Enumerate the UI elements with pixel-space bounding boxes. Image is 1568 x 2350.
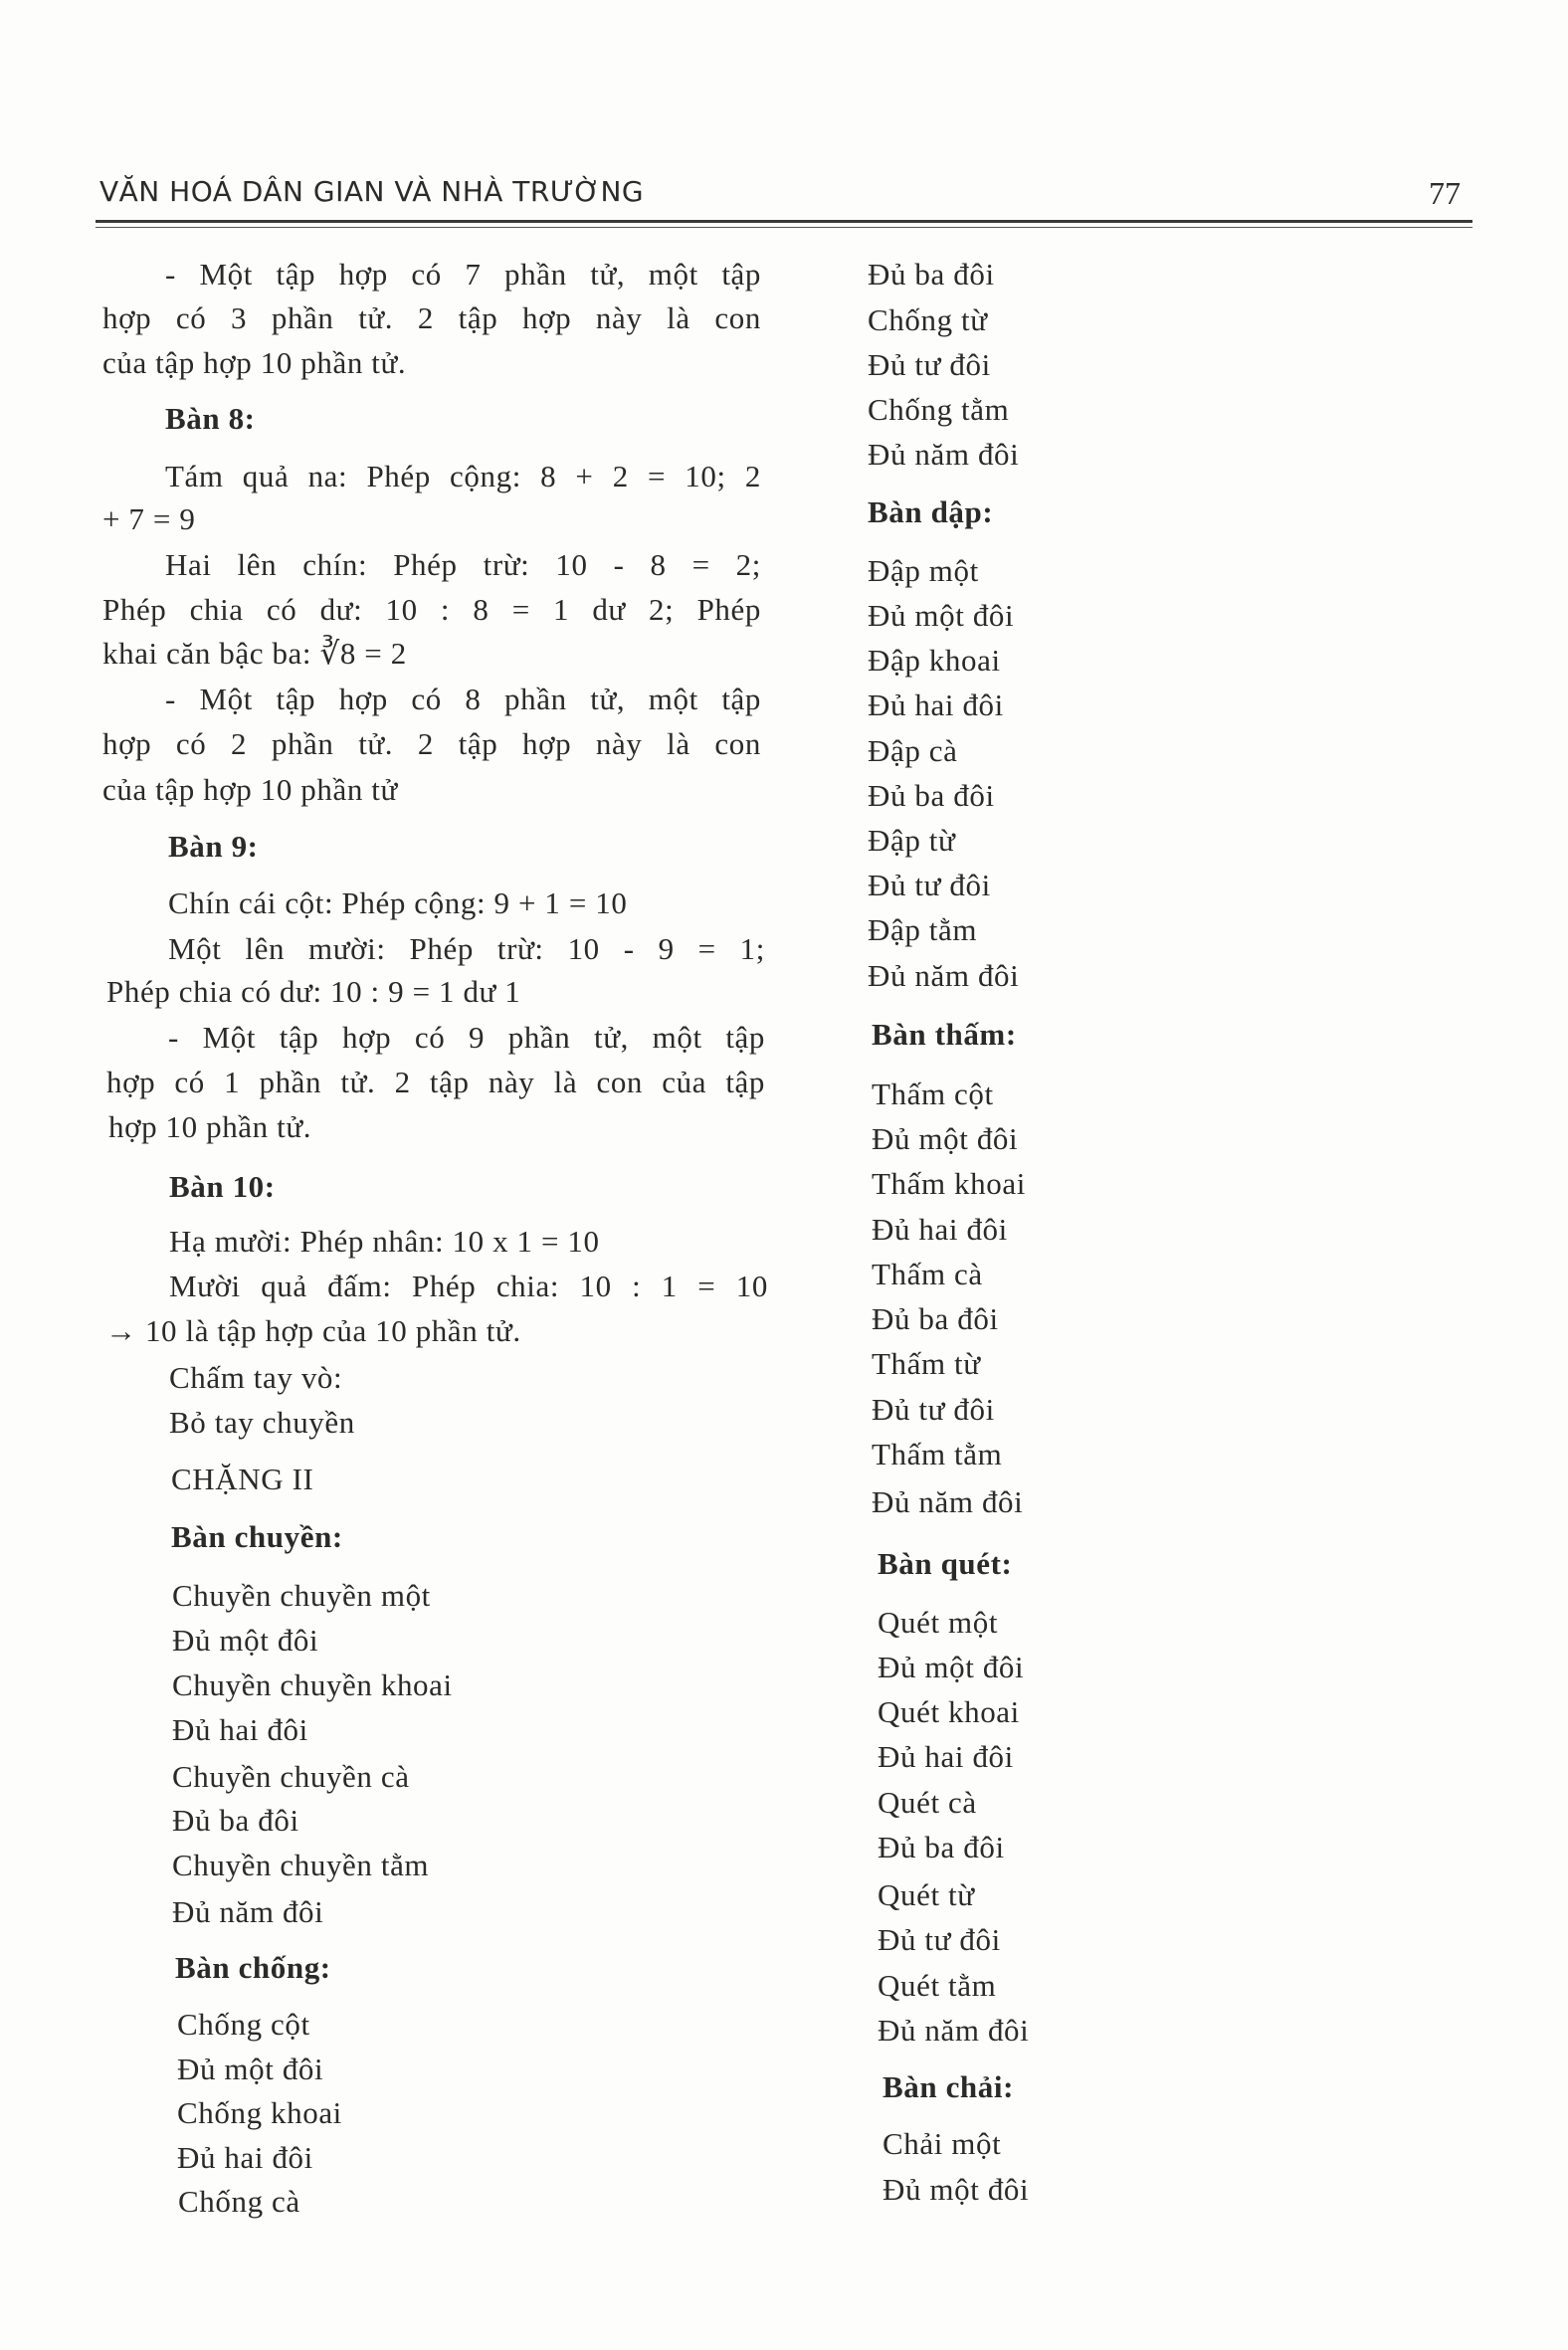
text-line: Chống khoai [177, 2095, 342, 2130]
text-line: Đủ hai đôi [868, 687, 1004, 722]
text-line: Đủ một đôi [177, 2052, 324, 2086]
text-line: Thấm cà [872, 1257, 983, 1291]
text-line: Đủ một đôi [878, 1650, 1025, 1684]
header-rule-thin [96, 227, 1472, 228]
text-line: Đủ tư đôi [878, 1922, 1001, 1957]
text-line: Một lên mười: Phép trừ: 10 - 9 = 1; [168, 931, 765, 966]
text-line: Đập một [868, 553, 979, 588]
text-line: hợp 10 phần tử. [108, 1109, 312, 1144]
text-line: Hạ mười: Phép nhân: 10 x 1 = 10 [169, 1224, 600, 1259]
text-line: Bỏ tay chuyền [169, 1405, 355, 1440]
text-line: Mười quả đấm: Phép chia: 10 : 1 = 10 [169, 1269, 768, 1303]
text-line: của tập hợp 10 phần tử [102, 772, 398, 807]
section-heading-ban-8: Bàn 8: [165, 401, 256, 436]
text-line: - Một tập hợp có 9 phần tử, một tập [168, 1020, 765, 1055]
text-line: Đủ ba đôi [872, 1301, 999, 1336]
section-heading-ban-tham: Bàn thấm: [872, 1017, 1017, 1052]
text-line: CHẶNG II [171, 1462, 314, 1496]
text-line: Phép chia có dư: 10 : 8 = 1 dư 2; Phép [102, 592, 761, 627]
text-line: Chuyền chuyền một [172, 1578, 431, 1613]
text-line: Thấm khoai [872, 1166, 1026, 1201]
text-line: Đủ hai đôi [878, 1739, 1014, 1774]
text-line: Chống cà [178, 2184, 300, 2219]
text-line: Đủ tư đôi [872, 1392, 995, 1427]
text-line: Đập cà [868, 733, 958, 768]
text-line: Đủ ba đôi [868, 257, 995, 292]
text-line: Đủ ba đôi [868, 778, 995, 813]
text-line: Đủ một đôi [882, 2172, 1030, 2207]
text-line: Thấm tằm [872, 1437, 1003, 1471]
text-line: Đủ hai đôi [872, 1212, 1008, 1247]
text-line: Đủ hai đôi [177, 2140, 313, 2175]
text-line: + 7 = 9 [102, 501, 196, 536]
text-line: Quét từ [878, 1877, 975, 1912]
header-rule [96, 220, 1472, 223]
text-line: Chải một [882, 2126, 1002, 2161]
text-line: - Một tập hợp có 7 phần tử, một tập [165, 257, 761, 292]
text-line: Đập tằm [868, 912, 978, 947]
text-line: Đủ ba đôi [172, 1803, 299, 1838]
text-line: Thấm từ [872, 1346, 981, 1381]
text-line: → 10 là tập hợp của 10 phần tử. [105, 1313, 521, 1348]
text-line: Chống từ [868, 302, 988, 337]
text-line: Chuyền chuyền khoai [172, 1667, 453, 1702]
text-line: Quét một [878, 1605, 999, 1640]
text-line: Đủ năm đôi [868, 958, 1020, 993]
section-heading-ban-chai: Bàn chải: [882, 2069, 1015, 2104]
text-line: hợp có 2 phần tử. 2 tập hợp này là con [102, 726, 761, 761]
text-line: Đủ năm đôi [868, 437, 1020, 472]
text-line: Chống tằm [868, 392, 1010, 427]
text-line: Đủ năm đôi [878, 2013, 1030, 2048]
text-line: Đủ một đôi [868, 598, 1015, 633]
text-line: Tám quả na: Phép cộng: 8 + 2 = 10; 2 [165, 459, 761, 493]
section-heading-ban-chuyen: Bàn chuyền: [171, 1519, 343, 1554]
text-line: Chín cái cột: Phép cộng: 9 + 1 = 10 [168, 885, 628, 920]
section-heading-ban-9: Bàn 9: [168, 829, 259, 864]
text-line: Quét cà [878, 1785, 977, 1820]
text-line: - Một tập hợp có 8 phần tử, một tập [165, 682, 761, 716]
text-line: Quét khoai [878, 1694, 1020, 1729]
text-line: Chống cột [177, 2007, 310, 2042]
text-line: Đủ hai đôi [172, 1712, 308, 1747]
section-heading-ban-10: Bàn 10: [169, 1169, 276, 1204]
text-line: Chấm tay vò: [169, 1360, 343, 1395]
text-line: Hai lên chín: Phép trừ: 10 - 8 = 2; [165, 547, 761, 582]
text-line: Đủ năm đôi [872, 1484, 1024, 1519]
text-line: của tập hợp 10 phần tử. [102, 345, 407, 380]
text-line: Đập từ [868, 823, 956, 858]
section-heading-ban-quet: Bàn quét: [878, 1546, 1013, 1581]
running-header-title: VĂN HOÁ DÂN GIAN VÀ NHÀ TRƯỜNG [99, 175, 645, 208]
text-line: Đủ tư đôi [868, 347, 991, 382]
text-line: Đủ ba đôi [878, 1830, 1005, 1864]
text-line: Chuyền chuyền cà [172, 1759, 410, 1794]
page-number: 77 [1429, 175, 1461, 211]
text-line: Đập khoai [868, 643, 1001, 678]
text-line: hợp có 3 phần tử. 2 tập hợp này là con [102, 300, 761, 335]
section-heading-ban-dap: Bàn dập: [868, 494, 994, 529]
text-line: khai căn bậc ba: ∛8 = 2 [102, 636, 407, 671]
text-line: Đủ một đôi [172, 1623, 319, 1658]
text-line: Đủ năm đôi [172, 1894, 324, 1929]
text-line: hợp có 1 phần tử. 2 tập này là con của tập [106, 1065, 765, 1099]
text-line: Thấm cột [872, 1077, 994, 1111]
text-line: Chuyền chuyền tằm [172, 1848, 430, 1882]
text-line: Quét tằm [878, 1968, 997, 2003]
text-line: Đủ tư đôi [868, 868, 991, 902]
section-heading-ban-chong: Bàn chống: [175, 1950, 331, 1985]
text-line: Đủ một đôi [872, 1121, 1019, 1156]
text-line: Phép chia có dư: 10 : 9 = 1 dư 1 [106, 974, 521, 1009]
